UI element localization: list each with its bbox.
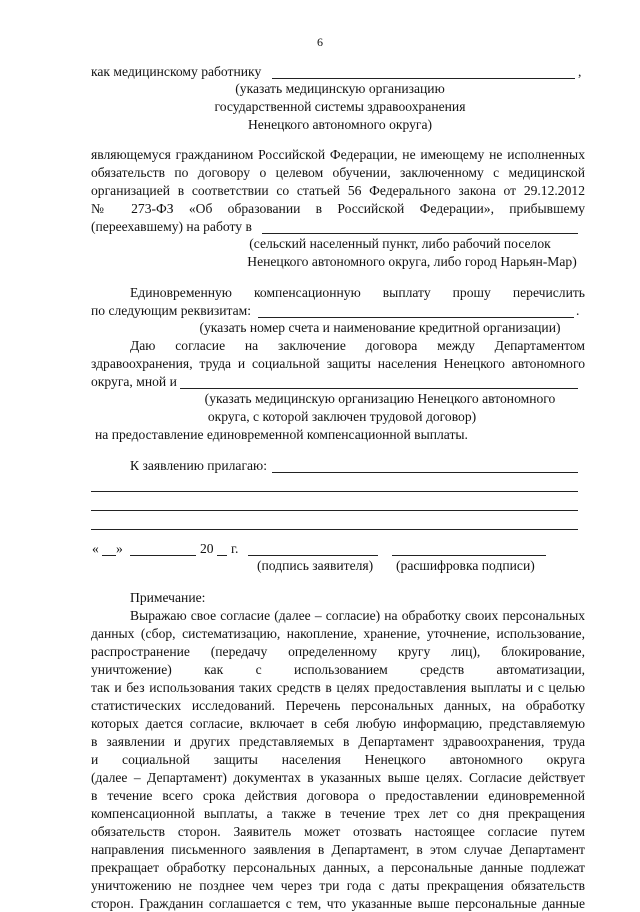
date-month-field[interactable] bbox=[130, 555, 196, 556]
hint-medical-org-1: (указать медицинскую организацию bbox=[235, 81, 445, 96]
note-line: и социальной защиты населения Ненецкого автономного округа bbox=[91, 752, 585, 767]
locality-field[interactable] bbox=[262, 233, 578, 234]
date-day-field[interactable] bbox=[102, 555, 116, 556]
consent-line-3: округа, мной и bbox=[91, 374, 177, 389]
note-line: обязательств сторон. Заявитель может отозвать настоящее согласие путем bbox=[91, 824, 585, 839]
note-line: данных (сбор, систематизацию, накопление, хранение, уточнение, использование, bbox=[91, 626, 585, 641]
hint-bank-details: (указать номер счета и наименование кредитной организации) bbox=[199, 320, 561, 335]
attachment-field-4[interactable] bbox=[91, 529, 578, 530]
hint-locality-2: Ненецкого автономного округа, либо город Нарьян-Мар) bbox=[247, 254, 577, 269]
requisites-line: по следующим реквизитам: bbox=[91, 303, 252, 318]
medical-worker-line: как медицинскому работнику bbox=[91, 64, 262, 79]
hint-employer-2: округа, с которой заключен трудовой договор) bbox=[207, 409, 477, 424]
consent-line-4: на предоставление единовременной компенсационной выплаты. bbox=[95, 427, 468, 442]
consent-line-2: здравоохранения, труда и социальной защиты населения Ненецкого автономного bbox=[91, 356, 585, 371]
signature-field[interactable] bbox=[248, 555, 378, 556]
hint-locality-1: (сельский населенный пункт, либо рабочий поселок bbox=[249, 236, 551, 251]
hint-signature: (подпись заявителя) bbox=[257, 558, 374, 573]
note-line: направления письменного заявления в Департамент, в этом случае Департамент bbox=[91, 842, 585, 857]
note-line: распространение (передачу определенному кругу лиц), блокирование, bbox=[91, 644, 585, 659]
note-line: статистических исследований. Перечень персональных данных, на обработку bbox=[91, 698, 585, 713]
citizen-line-3: организацией в соответствии со статьей 56 Федерального закона от 29.12.2012 bbox=[91, 183, 585, 198]
payment-request-line: Единовременную компенсационную выплату прошу перечислить bbox=[130, 285, 585, 300]
date-year-field[interactable] bbox=[217, 555, 227, 556]
citizen-line-5: (переехавшему) на работу в bbox=[91, 219, 252, 234]
bank-details-field[interactable] bbox=[258, 317, 574, 318]
date-year-suffix: г. bbox=[231, 541, 239, 556]
note-line: сторон. Гражданин соглашается с тем, что указанные выше персональные данные bbox=[91, 896, 585, 911]
attachment-field-2[interactable] bbox=[91, 491, 578, 492]
date-year-prefix: 20 bbox=[200, 541, 214, 556]
signature-decoding-field[interactable] bbox=[392, 555, 546, 556]
page-number: 6 bbox=[317, 35, 323, 49]
hint-medical-org-2: государственной системы здравоохранения bbox=[214, 99, 466, 114]
date-quote-open: « bbox=[92, 541, 99, 556]
citizen-line-1: являющемуся гражданином Российской Федерации, не имеющему не исполненных bbox=[91, 147, 585, 162]
citizen-line-2: обязательств по договору о целевом обучении, заключенному с медицинской bbox=[91, 165, 585, 180]
attachment-field-1[interactable] bbox=[272, 472, 578, 473]
attachment-field-3[interactable] bbox=[91, 510, 578, 511]
note-line: уничтожению не позднее чем через три года с даты прекращения обязательств bbox=[91, 878, 585, 893]
note-line: (далее – Департамент) документах в указанных выше целях. Согласие действует bbox=[91, 770, 585, 785]
consent-line-1: Даю согласие на заключение договора между Департаментом bbox=[130, 338, 585, 353]
comma-mark: , bbox=[578, 64, 582, 79]
hint-medical-org-3: Ненецкого автономного округа) bbox=[247, 117, 433, 132]
note-line: в заявлении и других представляемых в Департамент здравоохранения, труда bbox=[91, 734, 585, 749]
note-line: уничтожение) как с использованием средств автоматизации, bbox=[91, 662, 585, 677]
employer-field[interactable] bbox=[180, 388, 578, 389]
note-line: компенсационной выплаты, а также в течение трех лет со дня прекращения bbox=[91, 806, 585, 821]
note-title: Примечание: bbox=[130, 590, 206, 605]
attachments-label: К заявлению прилагаю: bbox=[130, 458, 267, 473]
citizen-line-4: № 273-ФЗ «Об образовании в Российской Федерации», прибывшему bbox=[91, 201, 585, 216]
note-line: прекращает обработку персональных данных, а персональные данные подлежат bbox=[91, 860, 585, 875]
hint-signature-decoding: (расшифровка подписи) bbox=[396, 558, 535, 573]
date-quote-close: » bbox=[116, 541, 123, 556]
note-line: так и без использования таких средств в целях предоставления выплаты и с целью bbox=[91, 680, 585, 695]
medical-org-field[interactable] bbox=[272, 78, 575, 79]
period-mark: . bbox=[576, 303, 580, 318]
note-line: которых дается согласие, включает в себя любую информацию, представляемую bbox=[91, 716, 585, 731]
hint-employer-1: (указать медицинскую организацию Ненецкого автономного bbox=[204, 391, 556, 406]
note-line: в течение всего срока действия договора о предоставлении единовременной bbox=[91, 788, 585, 803]
note-line: Выражаю свое согласие (далее – согласие) на обработку своих персональных bbox=[130, 608, 585, 623]
